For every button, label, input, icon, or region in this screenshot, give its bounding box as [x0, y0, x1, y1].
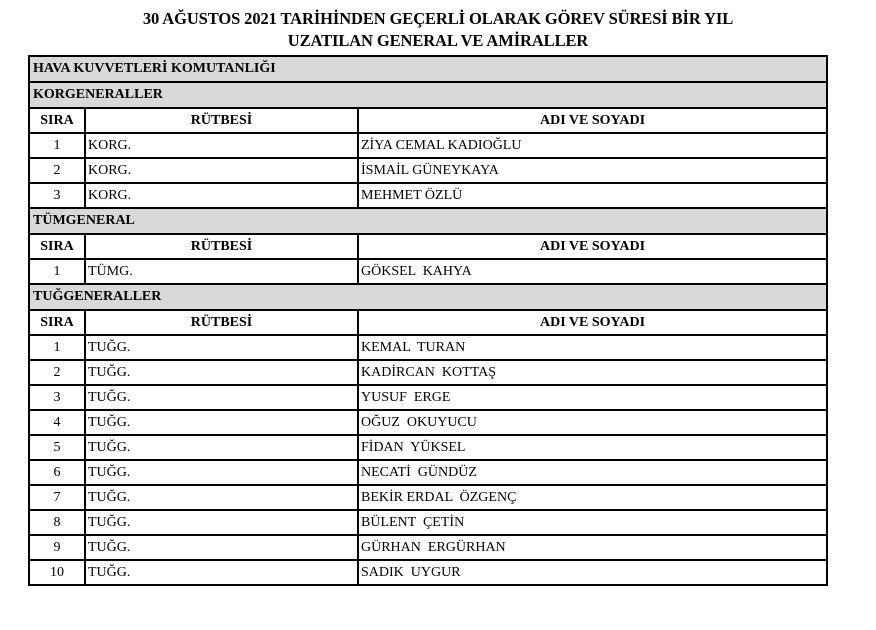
cell-sira: 6	[29, 460, 85, 485]
section-heading-row	[29, 284, 827, 310]
column-header-row	[29, 108, 827, 133]
table-row	[29, 385, 827, 410]
cell-sira: 1	[29, 133, 85, 158]
cell-ad: İSMAİL GÜNEYKAYA	[358, 158, 827, 183]
table-row	[29, 435, 827, 460]
cell-sira: 2	[29, 158, 85, 183]
column-header-rutbe: RÜTBESİ	[85, 234, 358, 259]
cell-ad: YUSUF ERGE	[358, 385, 827, 410]
cell-sira: 3	[29, 385, 85, 410]
section-heading: TÜMGENERAL	[29, 208, 827, 234]
table-row	[29, 183, 827, 208]
cell-ad: KADİRCAN KOTTAŞ	[358, 360, 827, 385]
cell-rutbe: TUĞG.	[85, 360, 358, 385]
column-header-ad: ADI VE SOYADI	[358, 234, 827, 259]
table-row	[29, 560, 827, 585]
cell-rutbe: TÜMG.	[85, 259, 358, 284]
cell-rutbe: TUĞG.	[85, 460, 358, 485]
cell-ad: GÜRHAN ERGÜRHAN	[358, 535, 827, 560]
cell-rutbe: TUĞG.	[85, 410, 358, 435]
cell-rutbe: TUĞG.	[85, 510, 358, 535]
cell-ad: KEMAL TURAN	[358, 335, 827, 360]
cell-rutbe: TUĞG.	[85, 485, 358, 510]
table-row	[29, 335, 827, 360]
cell-rutbe: TUĞG.	[85, 535, 358, 560]
cell-ad: OĞUZ OKUYUCU	[358, 410, 827, 435]
cell-ad: GÖKSEL KAHYA	[358, 259, 827, 284]
cell-ad: BEKİR ERDAL ÖZGENÇ	[358, 485, 827, 510]
cell-ad: MEHMET ÖZLÜ	[358, 183, 827, 208]
table-row	[29, 460, 827, 485]
cell-sira: 2	[29, 360, 85, 385]
table-row	[29, 410, 827, 435]
cell-sira: 7	[29, 485, 85, 510]
cell-sira: 5	[29, 435, 85, 460]
table-row	[29, 360, 827, 385]
cell-rutbe: KORG.	[85, 133, 358, 158]
cell-sira: 4	[29, 410, 85, 435]
table-row	[29, 535, 827, 560]
cell-rutbe: KORG.	[85, 183, 358, 208]
column-header-ad: ADI VE SOYADI	[358, 108, 827, 133]
cell-sira: 1	[29, 259, 85, 284]
table-row	[29, 133, 827, 158]
table-row	[29, 259, 827, 284]
cell-ad: ZİYA CEMAL KADIOĞLU	[358, 133, 827, 158]
column-header-sira: SIRA	[29, 310, 85, 335]
column-header-rutbe: RÜTBESİ	[85, 310, 358, 335]
cell-rutbe: TUĞG.	[85, 435, 358, 460]
cell-ad: NECATİ GÜNDÜZ	[358, 460, 827, 485]
column-header-sira: SIRA	[29, 108, 85, 133]
section-heading: TUĞGENERALLER	[29, 284, 827, 310]
cell-sira: 3	[29, 183, 85, 208]
cell-ad: BÜLENT ÇETİN	[358, 510, 827, 535]
table-row	[29, 158, 827, 183]
column-header-row	[29, 234, 827, 259]
generals-table	[28, 55, 828, 586]
column-header-rutbe: RÜTBESİ	[85, 108, 358, 133]
document-title-line-1: 30 AĞUSTOS 2021 TARİHİNDEN GEÇERLİ OLARAK GÖREV SÜRESİ BİR YIL	[142, 9, 734, 28]
cell-sira: 9	[29, 535, 85, 560]
column-header-sira: SIRA	[29, 234, 85, 259]
command-heading-row	[29, 56, 827, 82]
section-heading: KORGENERALLER	[29, 82, 827, 108]
cell-rutbe: TUĞG.	[85, 385, 358, 410]
cell-sira: 1	[29, 335, 85, 360]
column-header-row	[29, 310, 827, 335]
cell-rutbe: TUĞG.	[85, 560, 358, 585]
cell-ad: SADIK UYGUR	[358, 560, 827, 585]
cell-rutbe: TUĞG.	[85, 335, 358, 360]
cell-rutbe: KORG.	[85, 158, 358, 183]
cell-sira: 8	[29, 510, 85, 535]
command-heading: HAVA KUVVETLERİ KOMUTANLIĞI	[29, 56, 827, 82]
table-row	[29, 485, 827, 510]
cell-sira: 10	[29, 560, 85, 585]
cell-ad: FİDAN YÜKSEL	[358, 435, 827, 460]
table-row	[29, 510, 827, 535]
column-header-ad: ADI VE SOYADI	[358, 310, 827, 335]
section-heading-row	[29, 82, 827, 108]
section-heading-row	[29, 208, 827, 234]
document-title-line-2: UZATILAN GENERAL VE AMİRALLER	[287, 31, 589, 50]
